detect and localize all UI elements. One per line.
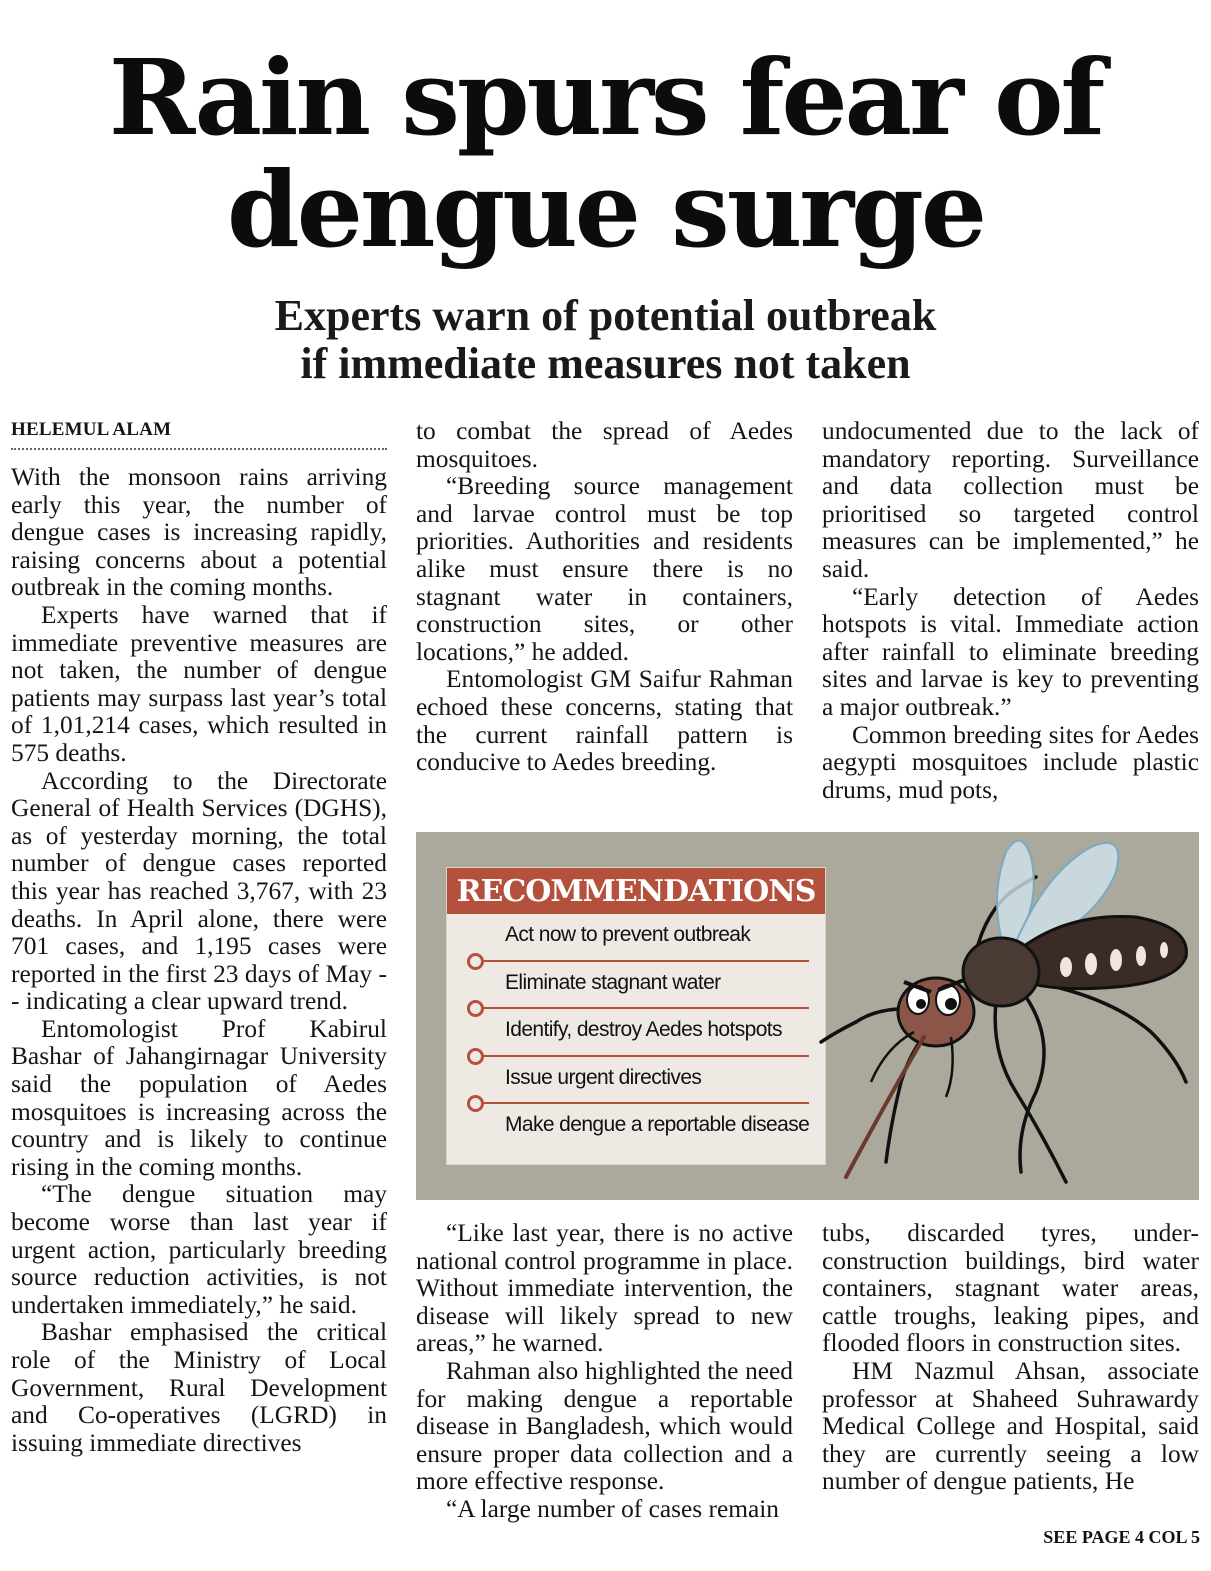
paragraph: Entomologist GM Saifur Rahman echoed these concerns, stating that the current rainfall pattern is conducive to Aedes breeding. — [416, 665, 793, 777]
paragraph: HM Nazmul Ahsan, associate professor at Shaheed Suhrawardy Medical College and Hospital, said they are currently seeing a low number of dengue patients, He — [822, 1356, 1199, 1496]
subheadline-line-1: Experts warn of potential outbreak — [274, 291, 937, 340]
paragraph: Rahman also highlighted the need for making dengue a reportable disease in Bangladesh, which would ensure proper data collection and a more effective response. — [416, 1356, 793, 1496]
recommendations-graphic — [416, 832, 1199, 1200]
paragraph: Entomologist Prof Kabirul Bashar of Jahangirnagar University said the population of Aedes mosquitoes is increasing across the country and is likely to continue rising in the coming months. — [11, 1014, 387, 1181]
recommendation-text: Identify, destroy Aedes hotspots — [505, 1018, 782, 1041]
column-3-top — [822, 418, 1199, 810]
column-2-top — [416, 418, 793, 808]
paragraph: “A large number of cases remain — [446, 1494, 780, 1523]
paragraph: to combat the spread of Aedes mosquitoes. — [416, 418, 793, 473]
paragraph: According to the Directorate General of Health Services (DGHS), as of yesterday morning, the total number of dengue cases reported this year has reached 3,767, with 23 deaths. In April alone, there were 701 cases, and 1,195 cases were reported in the first 23 days of May -- indicating a clear upward trend. — [11, 766, 387, 1016]
continuation-note: SEE PAGE 4 COL 5 — [1043, 1527, 1200, 1547]
paragraph: “The dengue situation may become worse than last year if urgent action, particularly breeding source reduction activities, is not undertaken immediately,” he said. — [11, 1180, 387, 1319]
column-1 — [11, 418, 387, 1553]
recommendations-title: RECOMMENDATIONS — [447, 868, 825, 914]
paragraph: Common breeding sites for Aedes aegypti mosquitoes include plastic drums, mud pots, — [822, 720, 1199, 804]
mosquito-icon — [416, 832, 1199, 1200]
recommendation-text: Issue urgent directives — [505, 1065, 702, 1089]
recommendation-text: Eliminate stagnant water — [505, 970, 721, 994]
column-3-bottom — [822, 1220, 1199, 1526]
paragraph: Experts have warned that if immediate preventive measures are not taken, the number of dengue patients may surpass last year’s total of 1,01,214 cases, which resulted in 575 deaths. — [11, 600, 387, 767]
paragraph: “Breeding source management and larvae control must be top priorities. Authorities and residents alike must ensure there is no stagnant water in containers, construction sites, or other locations,” he added. — [416, 472, 793, 666]
recommendation-text: Act now to prevent outbreak — [505, 923, 751, 946]
headline-line-2: dengue surge — [226, 148, 985, 271]
headline — [0, 36, 1211, 271]
subheadline — [0, 292, 1211, 388]
paragraph: “Like last year, there is no active national control programme in place. Without immediate intervention, the disease will likely spread to new areas,” he warned. — [416, 1220, 793, 1358]
paragraph: tubs, discarded tyres, under-construction buildings, bird water containers, stagnant water areas, cattle troughs, leaking pipes, and flooded floors in construction sites. — [822, 1220, 1199, 1358]
recommendation-text: Make dengue a reportable disease — [505, 1113, 810, 1136]
column-2-bottom — [416, 1220, 793, 1560]
paragraph: Bashar emphasised the critical role of the Ministry of Local Government, Rural Development and Co-operatives (LGRD) in issuing immediate directives — [11, 1318, 387, 1457]
byline: HELEMUL ALAM — [11, 418, 387, 450]
headline-line-1: Rain spurs fear of — [108, 36, 1103, 159]
paragraph: With the monsoon rains arriving early this year, the number of dengue cases is increasing rapidly, raising concerns about a potential outbreak in the coming months. — [11, 463, 387, 602]
paragraph: undocumented due to the lack of mandatory reporting. Surveillance and data collection must be prioritised so targeted control measures can be implemented,” he said. — [822, 418, 1199, 583]
paragraph: “Early detection of Aedes hotspots is vital. Immediate action after rainfall to eliminate breeding sites and larvae is key to preventing a major outbreak.” — [822, 582, 1199, 721]
subheadline-line-2: if immediate measures not taken — [300, 339, 911, 388]
